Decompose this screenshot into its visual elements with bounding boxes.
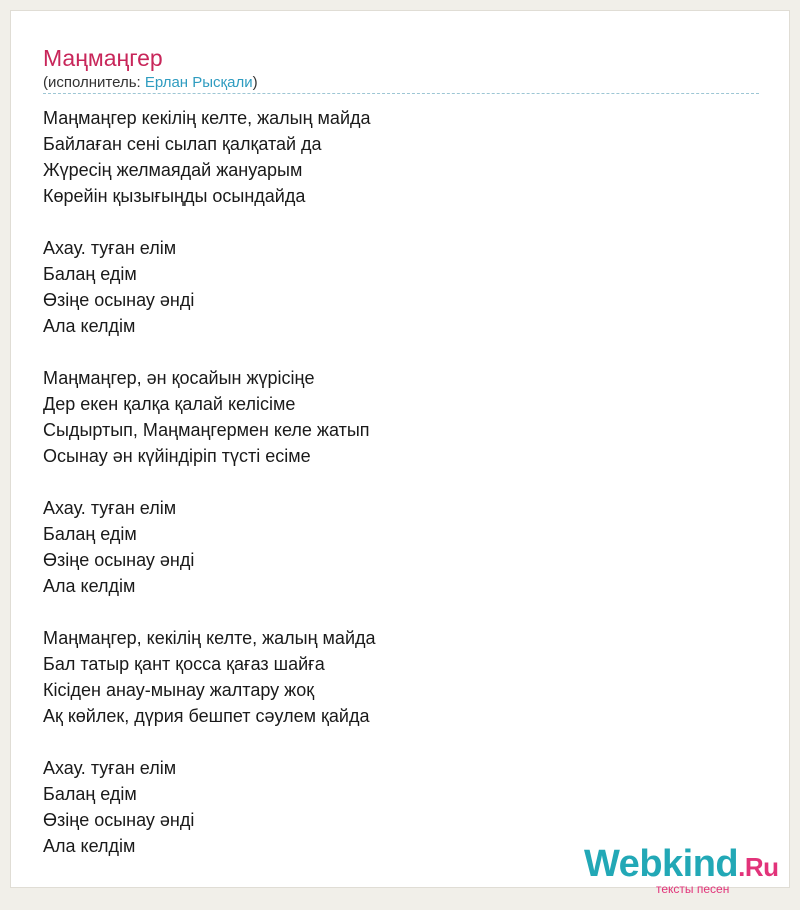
artist-suffix: ) <box>252 74 258 91</box>
webkind-logo[interactable] <box>584 843 784 896</box>
lyrics-card <box>10 10 790 896</box>
lyric-line: Ақ көйлек, дүрия бешпет сәулем қайда <box>43 706 370 726</box>
stanza-gap <box>43 469 759 495</box>
lyric-line: Өзіңе осынау әнді <box>43 290 195 310</box>
lyric-line: Өзіңе осынау әнді <box>43 810 195 830</box>
lyric-line: Өзіңе осынау әнді <box>43 550 195 570</box>
lyric-line: Ахау. туған елім <box>43 498 177 518</box>
lyrics-body <box>43 105 759 859</box>
lyric-line: Маңмаңгер кекілің келте, жалың майда <box>43 108 371 128</box>
lyric-line: Жүресің желмаядай жануарым <box>43 160 303 180</box>
lyric-line: Балаң едім <box>43 264 137 284</box>
artist-line <box>43 74 258 92</box>
stanza-gap <box>43 729 759 755</box>
lyric-line: Бал татыр қант қосса қағаз шайға <box>43 654 325 674</box>
title-divider <box>43 93 759 94</box>
stanza-gap <box>43 209 759 235</box>
logo-word: Webkind <box>584 843 739 885</box>
lyric-line: Осынау ән күйіндіріп түсті есіме <box>43 446 311 466</box>
lyric-line: Ахау. туған елім <box>43 238 177 258</box>
song-title: Маңмаңгер <box>43 45 163 71</box>
lyric-line: Кісіден анау-мынау жалтару жоқ <box>43 680 315 700</box>
lyric-line: Балаң едім <box>43 784 137 804</box>
lyric-line: Сыдыртып, Маңмаңгермен келе жатып <box>43 420 370 440</box>
lyric-line: Маңмаңгер, кекілің келте, жалың майда <box>43 628 376 648</box>
lyric-line: Ала келдім <box>43 836 136 856</box>
lyric-line: Байлаған сені сылап қалқатай да <box>43 134 322 154</box>
stanza-gap <box>43 339 759 365</box>
lyric-line: Маңмаңгер, ән қосайын жүрісіңе <box>43 368 315 388</box>
lyric-line: Ала келдім <box>43 576 136 596</box>
logo-tld: .Ru <box>738 852 779 882</box>
logo-tagline: тексты песен <box>656 882 730 896</box>
artist-prefix: (исполнитель: <box>43 74 145 91</box>
lyric-line: Көрейін қызығыңды осындайда <box>43 186 306 206</box>
lyric-line: Балаң едім <box>43 524 137 544</box>
artist-link[interactable]: Ерлан Рысқали <box>144 74 253 91</box>
lyric-line: Ала келдім <box>43 316 136 336</box>
lyric-line: Ахау. туған елім <box>43 758 177 778</box>
lyric-line: Дер екен қалқа қалай келісіме <box>43 394 296 414</box>
stanza-gap <box>43 599 759 625</box>
